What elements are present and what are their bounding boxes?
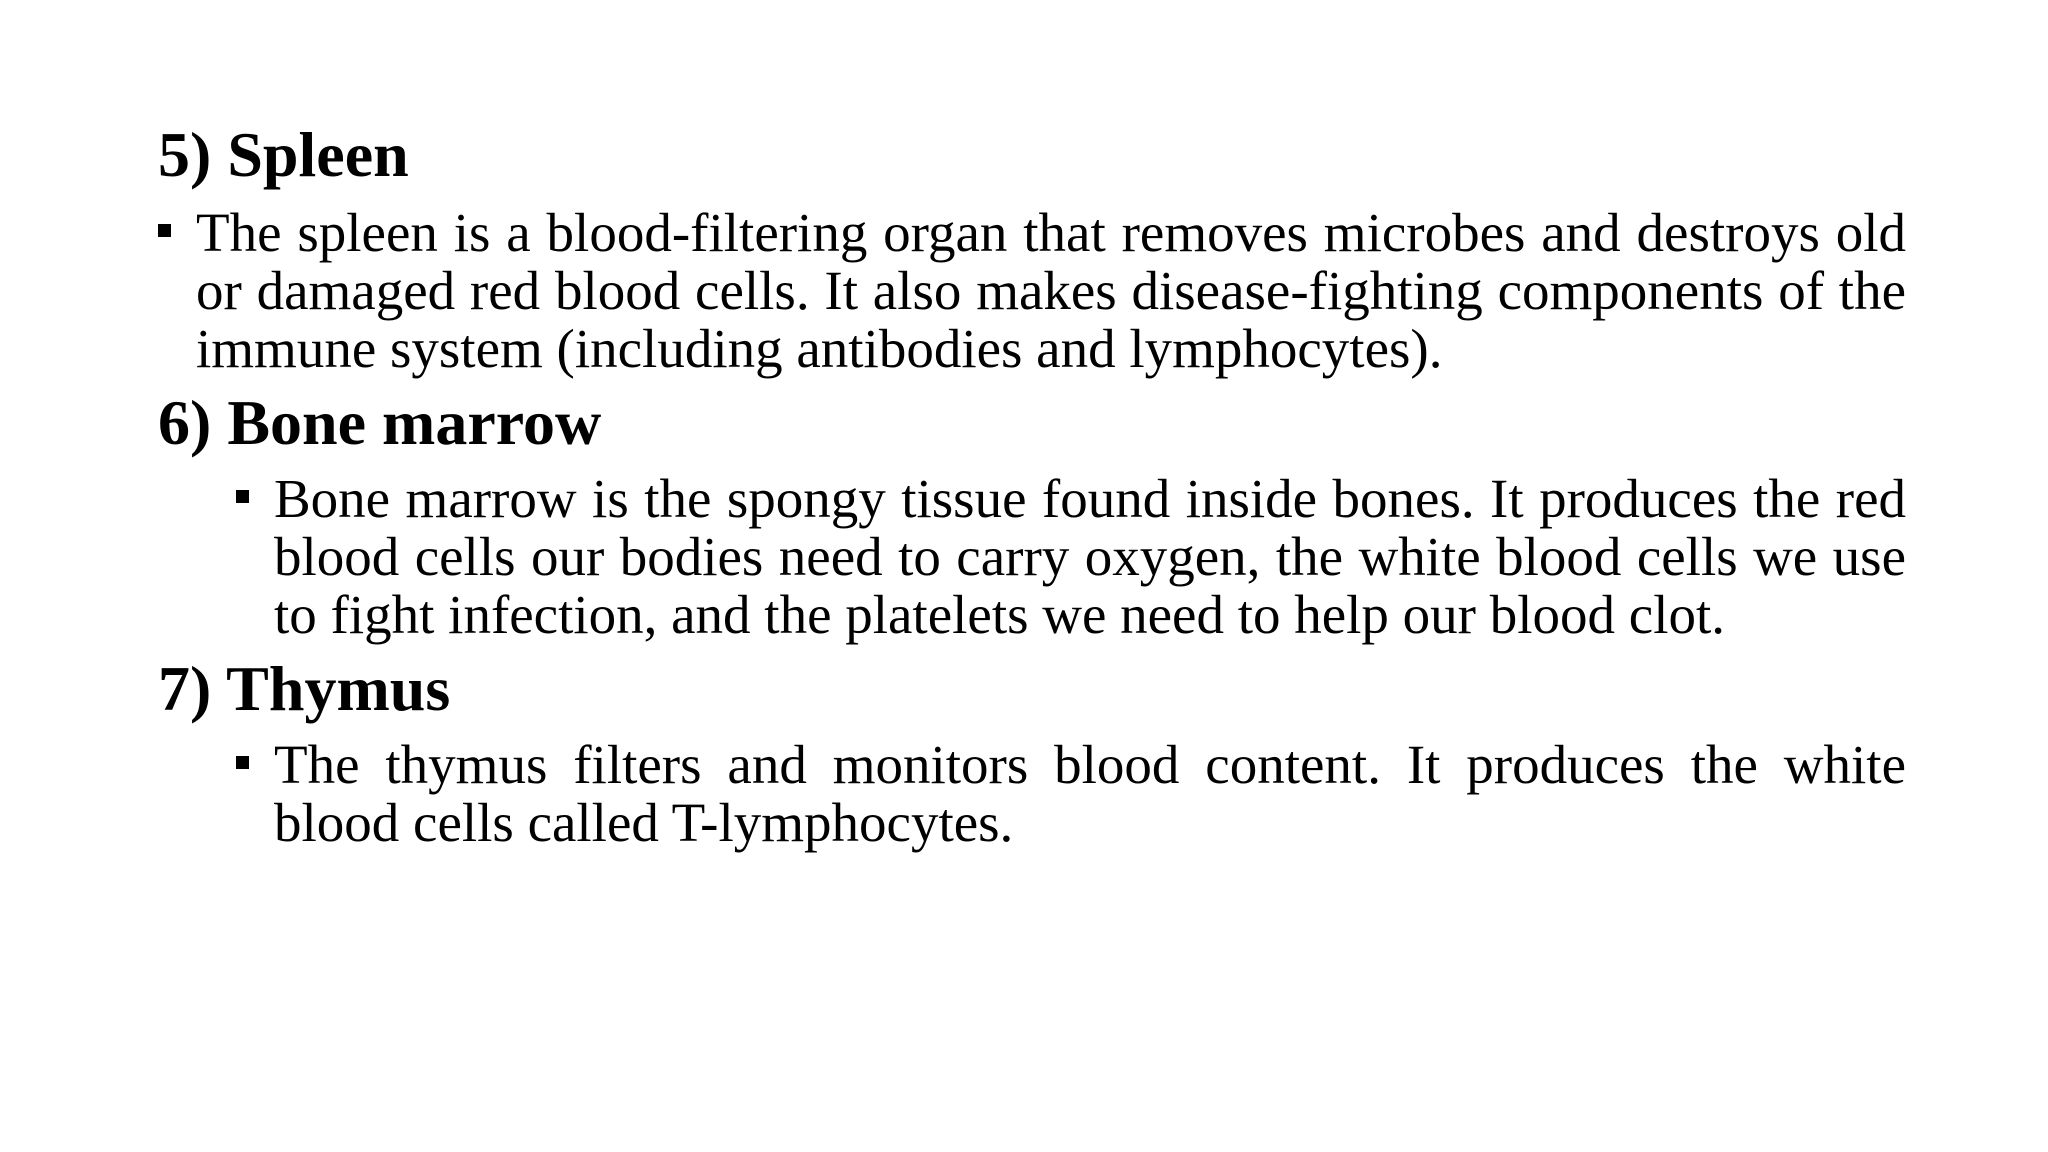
section-spleen [158,118,1906,378]
section-heading: 7) Thymus [158,653,451,724]
bullet-text: The spleen is a blood-filtering organ that removes microbes and destroys old or damaged red blood cells. It also makes disease-fighting components of the immune system (including antibodies and lymphocytes). [196,202,1906,379]
section-heading: 5) Spleen [158,119,409,190]
square-bullet-icon [236,490,249,503]
section-thymus [158,652,1906,852]
bullet-text: Bone marrow is the spongy tissue found inside bones. It produces the red blood cells our bodies need to carry oxygen, the white blood cells we use to fight infection, and the platelets we need to help our blood clot. [274,468,1906,645]
section-heading: 6) Bone marrow [158,387,602,458]
square-bullet-icon [236,756,249,769]
bullet-item [196,204,1906,378]
slide-content [158,118,1906,852]
square-bullet-icon [158,224,171,237]
section-bone-marrow [158,386,1906,644]
bullet-item [274,736,1906,852]
bullet-text: The thymus filters and monitors blood content. It produces the white blood cells called T-lymphocytes. [274,734,1906,853]
bullet-item [274,470,1906,644]
